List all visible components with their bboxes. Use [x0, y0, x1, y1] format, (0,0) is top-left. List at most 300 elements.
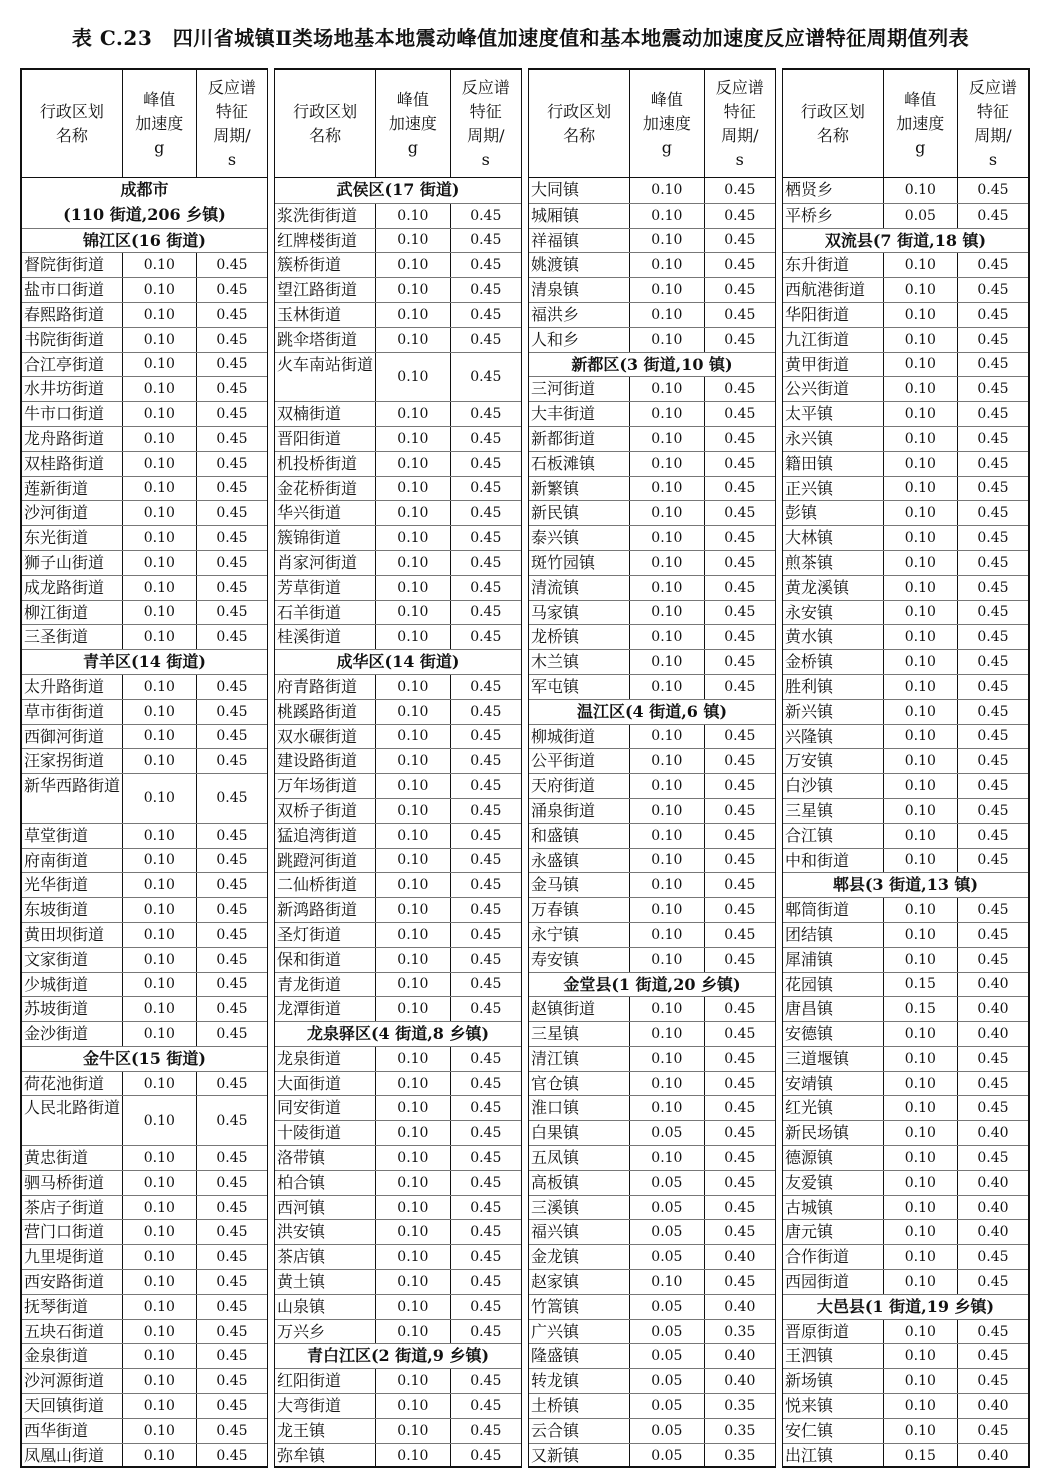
table-row	[529, 1021, 775, 1046]
cell-pga: 0.10	[376, 1171, 450, 1195]
cell-pga: 0.10	[376, 229, 450, 253]
cell-pga: 0.10	[630, 229, 704, 253]
table-row	[22, 1319, 267, 1344]
cell-name: 龙潭街道	[275, 997, 376, 1021]
cell-pga: 0.10	[123, 1270, 197, 1294]
cell-name: 又新镇	[529, 1444, 630, 1468]
cell-name: 新鸿路街道	[275, 898, 376, 922]
cell-pga: 0.10	[630, 477, 704, 501]
cell-period: 0.45	[470, 753, 502, 770]
cell-name: 城厢镇	[529, 204, 630, 228]
table-row	[275, 1368, 521, 1393]
cell-pga: 0.10	[376, 1419, 450, 1443]
cell-pga: 0.05	[884, 204, 958, 228]
cell-pga: 0.10	[376, 1295, 450, 1319]
section-row	[22, 228, 267, 253]
cell-pga: 0.10	[123, 1072, 197, 1096]
cell-period: 0.45	[216, 1422, 248, 1439]
cell-name: 赵家镇	[529, 1270, 630, 1294]
cell-period: 0.45	[977, 381, 1009, 398]
cell-pga: 0.10	[884, 824, 958, 848]
table-row	[529, 575, 775, 600]
table-row	[22, 1071, 267, 1096]
cell-pga: 0.10	[884, 1320, 958, 1344]
cell-pga: 0.10	[376, 477, 450, 501]
cell-name: 安德镇	[783, 1022, 884, 1046]
cell-name: 永宁镇	[529, 923, 630, 947]
cell-period: 0.40	[977, 976, 1009, 993]
cell-pga: 0.10	[376, 1369, 450, 1393]
table-row	[275, 1319, 521, 1344]
cell-name: 晋原街道	[783, 1320, 884, 1344]
header-pga: 峰值 加速度 g	[884, 70, 958, 177]
table-row	[275, 277, 521, 302]
cell-pga: 0.10	[376, 1096, 450, 1120]
table-row	[783, 724, 1028, 749]
table-row	[275, 724, 521, 749]
cell-name: 汪家拐街道	[22, 749, 123, 773]
cell-pga: 0.10	[123, 849, 197, 873]
cell-name: 山泉镇	[275, 1295, 376, 1319]
cell-name: 西安路街道	[22, 1270, 123, 1294]
cell-name: 沙河源街道	[22, 1369, 123, 1393]
cell-period: 0.45	[470, 1224, 502, 1241]
cell-name: 大同镇	[529, 178, 630, 203]
table-row	[783, 1145, 1028, 1170]
table-row	[22, 1443, 267, 1468]
cell-period: 0.45	[470, 1075, 502, 1092]
cell-name: 永安镇	[783, 601, 884, 625]
section-title: 双流县(7 街道,18 镇)	[824, 230, 987, 250]
cell-name: 新民场镇	[783, 1121, 884, 1145]
table-row	[783, 699, 1028, 724]
cell-name: 大面街道	[275, 1072, 376, 1096]
table-row	[275, 748, 521, 773]
cell-pga: 0.10	[884, 1245, 958, 1269]
cell-pga: 0.10	[123, 725, 197, 749]
cell-pga: 0.10	[630, 178, 704, 203]
cell-name: 火车南站街道	[275, 353, 376, 402]
header-pga: 峰值 加速度 g	[376, 70, 450, 177]
table-row	[529, 624, 775, 649]
cell-name: 新华西路街道	[22, 774, 123, 823]
table-row	[529, 1343, 775, 1368]
cell-pga: 0.10	[884, 625, 958, 649]
table-row	[529, 674, 775, 699]
cell-name: 安仁镇	[783, 1419, 884, 1443]
cell-pga: 0.10	[376, 576, 450, 600]
table-row	[275, 922, 521, 947]
table-row	[529, 1443, 775, 1468]
cell-pga: 0.05	[630, 1196, 704, 1220]
cell-period: 0.45	[470, 530, 502, 547]
cell-name: 和盛镇	[529, 824, 630, 848]
table-row	[529, 1195, 775, 1220]
table-row	[275, 426, 521, 451]
cell-pga: 0.10	[123, 278, 197, 302]
cell-name: 天回镇街道	[22, 1394, 123, 1418]
cell-name: 苏坡街道	[22, 997, 123, 1021]
cell-period: 0.45	[470, 505, 502, 522]
table-row	[529, 476, 775, 501]
cell-pga: 0.10	[123, 1196, 197, 1220]
cell-pga: 0.10	[123, 1171, 197, 1195]
cell-name: 人民北路街道	[22, 1096, 123, 1145]
cell-period: 0.45	[216, 629, 248, 646]
cell-name: 安靖镇	[783, 1072, 884, 1096]
cell-period: 0.45	[724, 877, 756, 894]
cell-name: 云合镇	[529, 1419, 630, 1443]
table-row	[275, 1120, 521, 1145]
cell-period: 0.45	[216, 877, 248, 894]
cell-name: 友爱镇	[783, 1171, 884, 1195]
cell-name: 唐元镇	[783, 1220, 884, 1244]
table-row	[22, 500, 267, 525]
cell-pga: 0.10	[123, 1295, 197, 1319]
cell-period: 0.45	[724, 1075, 756, 1092]
cell-pga: 0.10	[123, 1394, 197, 1418]
cell-period: 0.45	[977, 282, 1009, 299]
cell-period: 0.45	[724, 554, 756, 571]
cell-pga: 0.10	[630, 675, 704, 699]
cell-pga: 0.10	[123, 551, 197, 575]
cell-pga: 0.10	[884, 1344, 958, 1368]
cell-period: 0.45	[977, 654, 1009, 671]
cell-pga: 0.10	[630, 377, 704, 401]
header-period: 反应谱 特征 周期/ s	[461, 77, 510, 169]
cell-pga: 0.10	[376, 923, 450, 947]
cell-pga: 0.10	[123, 948, 197, 972]
cell-name: 圣灯街道	[275, 923, 376, 947]
cell-period: 0.45	[216, 753, 248, 770]
table-row	[22, 748, 267, 773]
table-row	[529, 748, 775, 773]
cell-name: 人和乡	[529, 328, 630, 352]
header-pga: 峰值 加速度 g	[630, 70, 704, 177]
cell-pga: 0.10	[630, 948, 704, 972]
data-table	[20, 68, 1030, 1468]
cell-pga: 0.10	[123, 253, 197, 277]
cell-pga: 0.10	[884, 1220, 958, 1244]
section-title: 成都市 (110 街道,206 乡镇)	[63, 180, 226, 224]
cell-period: 0.45	[470, 1422, 502, 1439]
cell-period: 0.45	[216, 1373, 248, 1390]
section-title: 金堂县(1 街道,20 乡镇)	[563, 974, 741, 994]
cell-pga: 0.10	[884, 675, 958, 699]
cell-name: 三溪镇	[529, 1196, 630, 1220]
cell-period: 0.35	[724, 1422, 756, 1439]
cell-pga: 0.10	[123, 526, 197, 550]
cell-pga: 0.10	[376, 601, 450, 625]
cell-pga: 0.10	[376, 303, 450, 327]
cell-pga: 0.10	[884, 303, 958, 327]
table-row	[529, 872, 775, 897]
cell-name: 王泗镇	[783, 1344, 884, 1368]
table-row	[783, 476, 1028, 501]
cell-period: 0.45	[977, 207, 1009, 224]
cell-pga: 0.10	[376, 725, 450, 749]
table-row	[529, 798, 775, 823]
section-title: 金牛区(15 街道)	[83, 1048, 206, 1068]
cell-name: 永盛镇	[529, 849, 630, 873]
cell-name: 大丰街道	[529, 402, 630, 426]
cell-pga: 0.10	[630, 923, 704, 947]
cell-period: 0.45	[977, 480, 1009, 497]
table-row	[22, 922, 267, 947]
cell-period: 0.45	[216, 678, 248, 695]
cell-pga: 0.10	[884, 377, 958, 401]
cell-pga: 0.10	[884, 427, 958, 451]
cell-name: 唐昌镇	[783, 997, 884, 1021]
cell-period: 0.45	[724, 902, 756, 918]
table-row	[783, 922, 1028, 947]
table-row	[275, 401, 521, 426]
section-title: 武侯区(17 街道)	[336, 180, 460, 199]
cell-pga: 0.10	[884, 1270, 958, 1294]
cell-pga: 0.10	[884, 749, 958, 773]
table-row	[783, 575, 1028, 600]
table-row	[783, 401, 1028, 426]
cell-name: 成龙路街道	[22, 576, 123, 600]
cell-pga: 0.10	[123, 328, 197, 352]
table-row	[275, 1219, 521, 1244]
table-row	[529, 1071, 775, 1096]
cell-period: 0.45	[977, 1249, 1009, 1266]
table-row	[275, 525, 521, 550]
section-title: 青羊区(14 街道)	[83, 652, 206, 672]
table-row	[529, 1244, 775, 1269]
cell-period: 0.45	[724, 1199, 756, 1216]
cell-name: 草堂街道	[22, 824, 123, 848]
cell-period: 0.45	[216, 827, 248, 844]
cell-pga: 0.10	[123, 353, 197, 377]
table-row	[783, 525, 1028, 550]
table-row	[783, 1071, 1028, 1096]
cell-pga: 0.10	[884, 328, 958, 352]
table-row	[529, 649, 775, 674]
table-row	[529, 401, 775, 426]
cell-period: 0.45	[724, 728, 756, 745]
cell-period: 0.45	[724, 1224, 756, 1241]
cell-pga: 0.15	[884, 973, 958, 997]
cell-period: 0.45	[470, 331, 502, 348]
table-row	[22, 476, 267, 501]
cell-period: 0.45	[977, 1348, 1009, 1365]
cell-name: 九江街道	[783, 328, 884, 352]
cell-pga: 0.10	[630, 551, 704, 575]
cell-name: 盐市口街道	[22, 278, 123, 302]
cell-pga: 0.10	[123, 452, 197, 476]
cell-period: 0.45	[724, 232, 756, 249]
table-row	[275, 575, 521, 600]
table-row	[529, 1095, 775, 1120]
cell-pga: 0.10	[376, 774, 450, 798]
table-row	[275, 252, 521, 277]
cell-period: 0.45	[977, 902, 1009, 918]
table-row	[22, 1393, 267, 1418]
header-pga: 峰值 加速度 g	[123, 70, 197, 177]
header-period: 反应谱 特征 周期/ s	[968, 77, 1017, 169]
cell-pga: 0.10	[630, 898, 704, 922]
cell-period: 0.45	[977, 1075, 1009, 1092]
cell-pga: 0.10	[884, 650, 958, 674]
table-row	[783, 1319, 1028, 1344]
cell-name: 天府街道	[529, 774, 630, 798]
table-row	[529, 922, 775, 947]
cell-period: 0.45	[216, 1112, 248, 1129]
cell-pga: 0.10	[376, 675, 450, 699]
cell-period: 0.45	[216, 356, 248, 373]
table-row	[22, 352, 267, 377]
section-row	[529, 352, 775, 377]
cell-pga: 0.10	[376, 997, 450, 1021]
cell-pga: 0.10	[376, 625, 450, 649]
cell-period: 0.40	[977, 1001, 1009, 1018]
cell-pga: 0.05	[630, 1369, 704, 1393]
cell-name: 金花桥街道	[275, 477, 376, 501]
cell-name: 龙王镇	[275, 1419, 376, 1443]
table-row	[275, 624, 521, 649]
cell-period: 0.45	[977, 1273, 1009, 1290]
cell-pga: 0.10	[630, 576, 704, 600]
cell-pga: 0.10	[884, 551, 958, 575]
cell-period: 0.45	[724, 381, 756, 398]
table-row	[22, 600, 267, 625]
cell-pga: 0.10	[630, 303, 704, 327]
table-row	[275, 674, 521, 699]
cell-pga: 0.10	[630, 824, 704, 848]
cell-name: 合江亭街道	[22, 353, 123, 377]
table-row	[275, 600, 521, 625]
cell-period: 0.45	[470, 1447, 502, 1464]
cell-period: 0.45	[977, 703, 1009, 720]
cell-name: 弥牟镇	[275, 1444, 376, 1468]
table-row	[22, 724, 267, 749]
table-row	[783, 1418, 1028, 1443]
cell-period: 0.45	[216, 1149, 248, 1166]
section-row	[275, 178, 521, 203]
table-header	[783, 70, 1028, 178]
cell-period: 0.45	[977, 827, 1009, 844]
cell-pga: 0.10	[123, 824, 197, 848]
cell-name: 正兴镇	[783, 477, 884, 501]
cell-period: 0.40	[977, 1174, 1009, 1191]
table-row	[22, 823, 267, 848]
cell-period: 0.40	[724, 1249, 756, 1266]
table-header	[529, 70, 775, 178]
table-row	[275, 996, 521, 1021]
cell-name: 胜利镇	[783, 675, 884, 699]
table-row	[529, 327, 775, 352]
table-row	[529, 451, 775, 476]
cell-pga: 0.10	[123, 923, 197, 947]
cell-name: 府南街道	[22, 849, 123, 873]
section-title: 温江区(4 街道,6 镇)	[576, 701, 728, 721]
header-period: 反应谱 特征 周期/ s	[715, 77, 764, 169]
cell-pga: 0.10	[123, 601, 197, 625]
table-row	[783, 798, 1028, 823]
table-row	[529, 178, 775, 203]
cell-name: 红光镇	[783, 1096, 884, 1120]
cell-period: 0.45	[216, 852, 248, 869]
cell-name: 莲新街道	[22, 477, 123, 501]
cell-pga: 0.10	[884, 1121, 958, 1145]
table-row	[275, 1170, 521, 1195]
cell-name: 隆盛镇	[529, 1344, 630, 1368]
cell-pga: 0.10	[123, 973, 197, 997]
table-row	[783, 1195, 1028, 1220]
cell-name: 玉林街道	[275, 303, 376, 327]
cell-name: 望江路街道	[275, 278, 376, 302]
table-row	[783, 451, 1028, 476]
cell-pga: 0.05	[630, 1121, 704, 1145]
table-row	[783, 1443, 1028, 1468]
cell-name: 籍田镇	[783, 452, 884, 476]
cell-period: 0.45	[216, 1249, 248, 1266]
table-row	[22, 1244, 267, 1269]
table-row	[275, 1393, 521, 1418]
cell-pga: 0.10	[884, 278, 958, 302]
cell-period: 0.45	[216, 1224, 248, 1241]
section-title: 锦江区(16 街道)	[83, 230, 206, 250]
cell-pga: 0.10	[123, 501, 197, 525]
table-row	[783, 600, 1028, 625]
table-row	[529, 1046, 775, 1071]
cell-period: 0.45	[470, 257, 502, 274]
cell-pga: 0.10	[376, 1072, 450, 1096]
table-row	[529, 203, 775, 228]
cell-period: 0.45	[977, 1323, 1009, 1340]
cell-period: 0.45	[470, 852, 502, 869]
cell-name: 东坡街道	[22, 898, 123, 922]
cell-period: 0.45	[724, 455, 756, 472]
cell-period: 0.40	[977, 1199, 1009, 1216]
table-row	[529, 1219, 775, 1244]
cell-name: 金沙街道	[22, 1022, 123, 1046]
table-row	[783, 947, 1028, 972]
table-row	[783, 1343, 1028, 1368]
section-title: 成华区(14 街道)	[336, 652, 460, 672]
cell-period: 0.45	[216, 579, 248, 596]
cell-pga: 0.10	[630, 873, 704, 897]
cell-period: 0.45	[470, 1199, 502, 1216]
table-row	[22, 1170, 267, 1195]
table-row	[783, 352, 1028, 377]
cell-name: 西河镇	[275, 1196, 376, 1220]
cell-name: 西华街道	[22, 1419, 123, 1443]
cell-name: 东升街道	[783, 253, 884, 277]
cell-period: 0.45	[470, 1373, 502, 1390]
cell-period: 0.45	[977, 505, 1009, 522]
cell-period: 0.45	[724, 1100, 756, 1117]
cell-period: 0.45	[216, 1001, 248, 1018]
cell-name: 黄水镇	[783, 625, 884, 649]
cell-period: 0.45	[470, 951, 502, 968]
cell-period: 0.45	[977, 1422, 1009, 1439]
cell-name: 泰兴镇	[529, 526, 630, 550]
cell-name: 古城镇	[783, 1196, 884, 1220]
cell-name: 大林镇	[783, 526, 884, 550]
cell-name: 黄忠街道	[22, 1146, 123, 1170]
cell-name: 花园镇	[783, 973, 884, 997]
table-row	[275, 773, 521, 798]
cell-period: 0.45	[216, 976, 248, 993]
cell-name: 水井坊街道	[22, 377, 123, 401]
cell-pga: 0.10	[376, 452, 450, 476]
cell-pga: 0.10	[376, 1220, 450, 1244]
cell-pga: 0.10	[376, 700, 450, 724]
cell-name: 双桥子街道	[275, 799, 376, 823]
